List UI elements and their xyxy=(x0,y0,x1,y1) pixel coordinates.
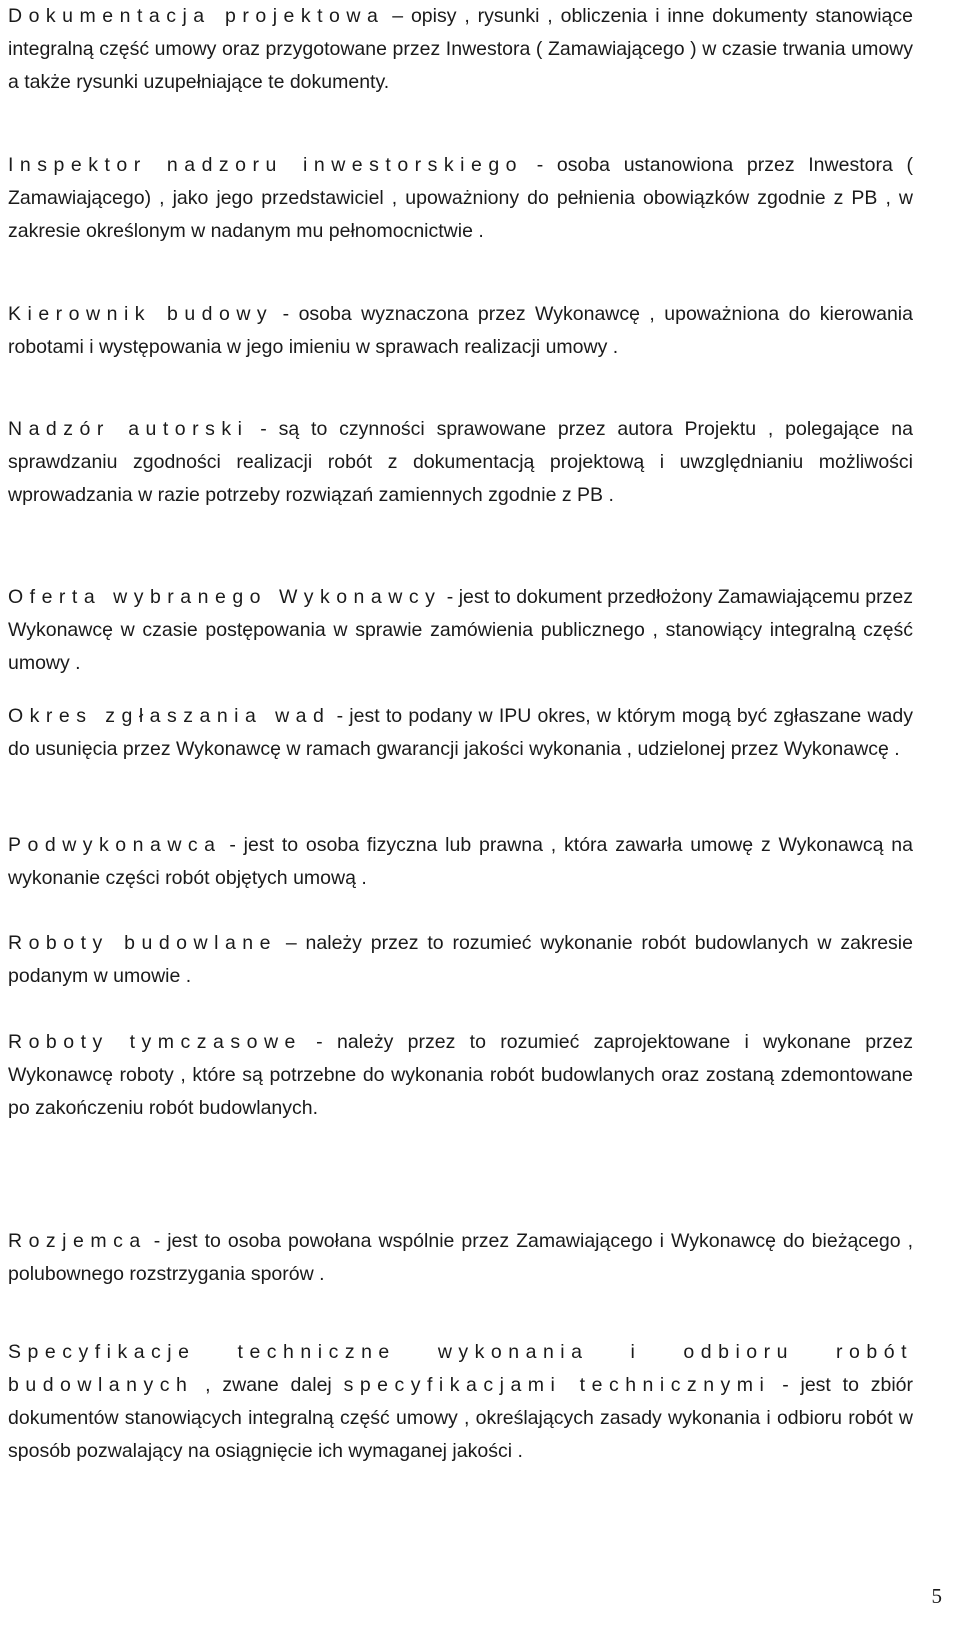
term-label-secondary: specyfikacjami technicznymi xyxy=(343,1374,771,1396)
definition-text: - osoba ustanowiona przez Inwestora ( Zamawiającego) , jako jego przedstawiciel , upoważniony do pełnienia obowiązków zgodnie z PB , w zakresie określonym w nadanym mu pełnomocnictwie . xyxy=(8,154,913,242)
term-label: Nadzór autorski xyxy=(8,418,249,440)
term-label: Oferta wybranego Wykonawcy xyxy=(8,586,442,608)
definition-text: – opisy , rysunki , obliczenia i inne dokumenty stanowiące integralną część umowy oraz przygotowane przez Inwestora ( Zamawiającego ) w czasie trwania umowy a także rysunki uzupełniające te dokumenty. xyxy=(8,5,913,93)
definition-oferta-wykonawcy xyxy=(8,581,913,680)
term-label: Rozjemca xyxy=(8,1230,147,1252)
definition-kierownik-budowy xyxy=(8,298,913,364)
definition-rozjemca xyxy=(8,1225,913,1291)
definition-text: - jest to osoba fizyczna lub prawna , która zawarła umowę z Wykonawcą na wykonanie części robót objętych umową . xyxy=(8,834,913,889)
definition-specyfikacje-techniczne xyxy=(8,1336,913,1468)
term-label: Dokumentacja projektowa xyxy=(8,5,385,27)
definition-roboty-tymczasowe xyxy=(8,1026,913,1125)
definition-okres-zglaszania-wad xyxy=(8,700,913,766)
definition-text: , zwane dalej xyxy=(193,1374,344,1396)
definition-dokumentacja-projektowa xyxy=(8,0,913,99)
definition-text: - należy przez to rozumieć zaprojektowane i wykonane przez Wykonawcę roboty , które są potrzebne do wykonania robót budowlanych oraz zostaną zdemontowane po zakończeniu robót budowlanych. xyxy=(8,1031,913,1119)
definition-inspektor-nadzoru xyxy=(8,149,913,248)
definition-text-continued: - jest to zbiór dokumentów stanowiących integralną część umowy , określających zasady wykonania i odbioru robót w sposób pozwalający na osiągnięcie ich wymaganej jakości . xyxy=(8,1374,913,1462)
page-number: 5 xyxy=(931,1584,942,1608)
definition-text: - są to czynności sprawowane przez autora Projektu , polegające na sprawdzaniu zgodności realizacji robót z dokumentacją projektową i uwzględnianiu możliwości wprowadzania w razie potrzeby rozwiązań zamiennych zgodnie z PB . xyxy=(8,418,913,506)
definition-text: – należy przez to rozumieć wykonanie robót budowlanych w zakresie podanym w umowie . xyxy=(8,932,913,987)
term-label: Specyfikacje techniczne wykonania i odbioru robót budowlanych xyxy=(8,1341,913,1396)
definition-roboty-budowlane xyxy=(8,927,913,993)
term-label: Okres zgłaszania wad xyxy=(8,705,331,727)
term-label: Inspektor nadzoru inwestorskiego xyxy=(8,154,524,176)
term-label: Roboty budowlane xyxy=(8,932,277,954)
definition-nadzor-autorski xyxy=(8,413,913,512)
definition-podwykonawca xyxy=(8,829,913,895)
term-label: Kierownik budowy xyxy=(8,303,274,325)
term-label: Roboty tymczasowe xyxy=(8,1031,302,1053)
definition-text: - jest to podany w IPU okres, w którym mogą być zgłaszane wady do usunięcia przez Wykonawcę w ramach gwarancji jakości wykonania , udzielonej przez Wykonawcę . xyxy=(8,705,913,760)
term-label: Podwykonawca xyxy=(8,834,222,856)
definition-text: - osoba wyznaczona przez Wykonawcę , upoważniona do kierowania robotami i występowania w jego imieniu w sprawach realizacji umowy . xyxy=(8,303,913,358)
definition-text: - jest to osoba powołana wspólnie przez Zamawiającego i Wykonawcę do bieżącego , polubownego rozstrzygania sporów . xyxy=(8,1230,913,1285)
definition-text: - jest to dokument przedłożony Zamawiającemu przez Wykonawcę w czasie postępowania w sprawie zamówienia publicznego , stanowiący integralną część umowy . xyxy=(8,586,913,674)
